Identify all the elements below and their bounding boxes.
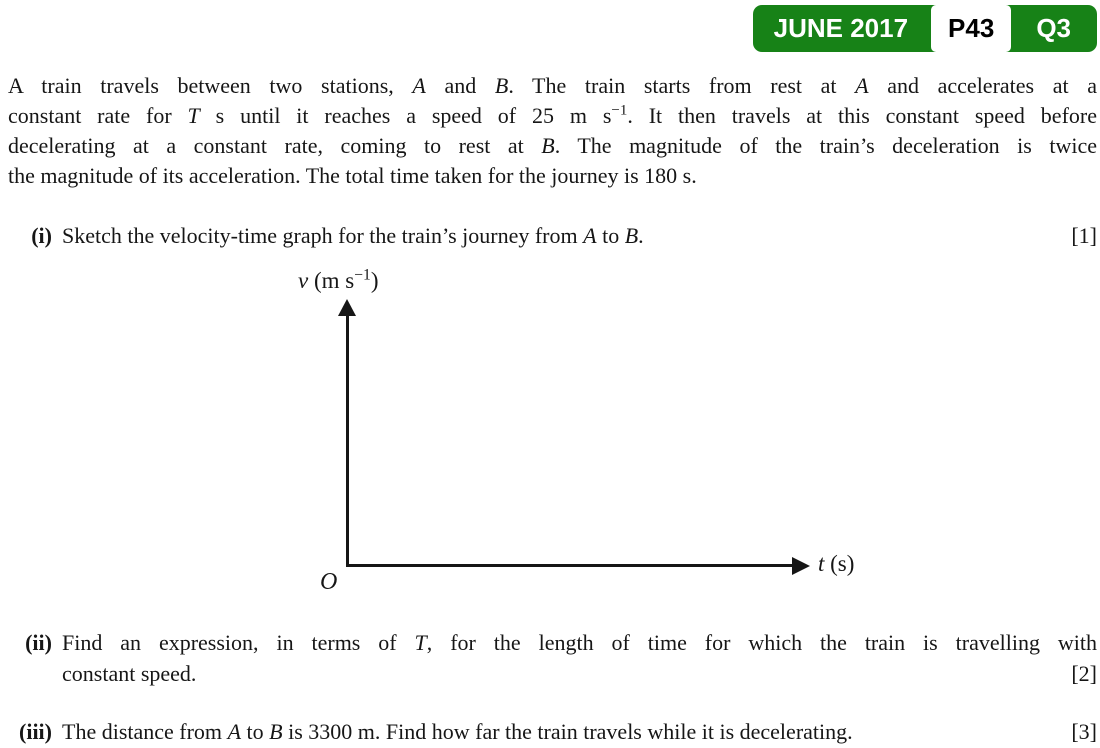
part-iii-text: The distance from A to B is 3300 m. Find how far the train travels while it is decelerating. (62, 719, 853, 744)
part-ii-label: (ii) (25, 630, 52, 655)
part-i-mark: [1] (1071, 223, 1097, 248)
x-axis-line (346, 564, 794, 567)
x-axis-arrowhead-icon (792, 557, 810, 575)
badge-session-label: JUNE 2017 (773, 13, 909, 43)
part-i (0, 220, 1097, 251)
intro-line-4: the magnitude of its acceleration. The total time taken for the journey is 180 s. (8, 163, 697, 188)
y-axis-label: v (m $s^{-1}$) (298, 266, 379, 293)
part-i-text: Sketch the velocity-time graph for the train’s journey from A to B. (62, 223, 644, 248)
badge-paper-label: P43 (931, 5, 1011, 52)
question-intro-paragraph (8, 71, 1097, 191)
intro-line-2: constant rate for T s until it reaches a speed of 25 m $s^{-1}$. It then travels at this constant speed before (8, 102, 1097, 128)
part-ii-mark: [2] (1071, 661, 1097, 686)
part-ii-text-line-2: constant speed. (62, 661, 197, 686)
y-axis-line (346, 310, 349, 567)
part-iii (0, 716, 1097, 747)
intro-line-1: A train travels between two stations, A and B. The train starts from rest at A and accelerates at a (8, 73, 1097, 98)
origin-label: O (320, 569, 338, 595)
x-axis-label: t (s) (818, 551, 855, 576)
part-ii (0, 627, 1097, 689)
question-badge (753, 5, 1097, 52)
part-iii-label: (iii) (19, 719, 52, 744)
part-i-label: (i) (31, 223, 52, 248)
intro-line-3: decelerating at a constant rate, coming to rest at B. The magnitude of the train’s deceleration is twice (8, 133, 1098, 158)
part-ii-text-line-1: Find an expression, in terms of T, for the length of time for which the train is travelling with (62, 630, 1097, 655)
badge-question-label: Q3 (1036, 13, 1071, 43)
part-iii-mark: [3] (1071, 719, 1097, 744)
